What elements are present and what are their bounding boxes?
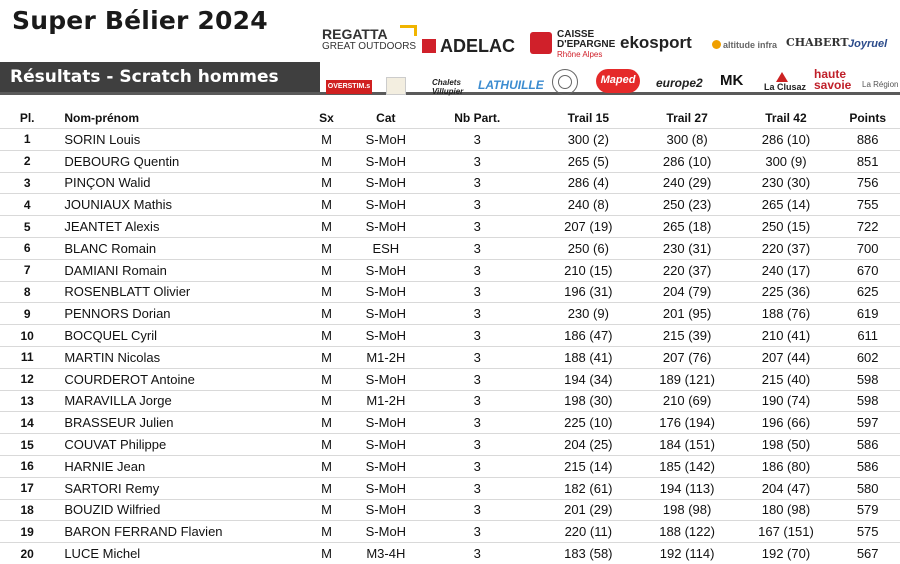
- cell-participations: 3: [416, 477, 539, 499]
- cell-trail15: 220 (11): [539, 521, 638, 543]
- page-title: Super Bélier 2024: [12, 6, 268, 35]
- table-row: [0, 477, 900, 499]
- results-banner: Résultats - Scratch hommes: [0, 62, 320, 92]
- table-row: [0, 390, 900, 412]
- partner-emblem-icon: [386, 77, 406, 95]
- cell-rank: 17: [0, 477, 54, 499]
- cell-sex: M: [297, 150, 356, 172]
- cell-name: PENNORS Dorian: [54, 303, 297, 325]
- cell-sex: M: [297, 216, 356, 238]
- cell-sex: M: [297, 543, 356, 564]
- cell-name: LUCE Michel: [54, 543, 297, 564]
- cell-trail42: 215 (40): [737, 368, 836, 390]
- cell-trail15: 240 (8): [539, 194, 638, 216]
- cell-trail15: 183 (58): [539, 543, 638, 564]
- cell-sex: M: [297, 129, 356, 151]
- cell-trail27: 184 (151): [638, 434, 737, 456]
- cell-trail15: 210 (15): [539, 259, 638, 281]
- cell-sex: M: [297, 346, 356, 368]
- cell-rank: 19: [0, 521, 54, 543]
- table-row: [0, 281, 900, 303]
- europe2-logo: europe2: [656, 76, 703, 90]
- cell-trail42: 265 (14): [737, 194, 836, 216]
- cell-trail42: 190 (74): [737, 390, 836, 412]
- cell-trail27: 265 (18): [638, 216, 737, 238]
- cell-trail42: 220 (37): [737, 237, 836, 259]
- cell-participations: 3: [416, 412, 539, 434]
- cell-participations: 3: [416, 194, 539, 216]
- cell-trail15: 265 (5): [539, 150, 638, 172]
- cell-participations: 3: [416, 237, 539, 259]
- cell-rank: 20: [0, 543, 54, 564]
- cell-trail42: 180 (98): [737, 499, 836, 521]
- la-clusaz-logo: La Clusaz: [764, 72, 806, 92]
- regatta-logo: REGATTA GREAT OUTDOORS: [322, 26, 417, 52]
- cell-participations: 3: [416, 303, 539, 325]
- cell-trail42: 186 (80): [737, 455, 836, 477]
- results-table: [0, 108, 900, 564]
- cell-trail15: 204 (25): [539, 434, 638, 456]
- cell-trail15: 300 (2): [539, 129, 638, 151]
- col-header-pl: Pl.: [19, 111, 35, 125]
- cell-rank: 10: [0, 325, 54, 347]
- ekosport-logo: ekosport: [620, 33, 692, 52]
- cell-category: S-MoH: [356, 521, 415, 543]
- cell-trail27: 207 (76): [638, 346, 737, 368]
- table-row: [0, 237, 900, 259]
- cell-sex: M: [297, 172, 356, 194]
- cell-name: BRASSEUR Julien: [54, 412, 297, 434]
- cell-points: 886: [835, 129, 900, 151]
- cell-name: HARNIE Jean: [54, 455, 297, 477]
- cell-sex: M: [297, 368, 356, 390]
- cell-points: 579: [835, 499, 900, 521]
- cell-trail15: 198 (30): [539, 390, 638, 412]
- cell-trail27: 300 (8): [638, 129, 737, 151]
- cell-category: M3-4H: [356, 543, 415, 564]
- table-row: [0, 150, 900, 172]
- cell-sex: M: [297, 259, 356, 281]
- cell-trail42: 196 (66): [737, 412, 836, 434]
- cell-points: 670: [835, 259, 900, 281]
- cell-participations: 3: [416, 455, 539, 477]
- cell-trail27: 185 (142): [638, 455, 737, 477]
- cell-trail15: 188 (41): [539, 346, 638, 368]
- cell-category: ESH: [356, 237, 415, 259]
- cell-points: 611: [835, 325, 900, 347]
- cell-participations: 3: [416, 390, 539, 412]
- cell-rank: 9: [0, 303, 54, 325]
- cell-trail27: 192 (114): [638, 543, 737, 564]
- cell-category: S-MoH: [356, 194, 415, 216]
- cell-category: S-MoH: [356, 259, 415, 281]
- cell-sex: M: [297, 303, 356, 325]
- cell-rank: 16: [0, 455, 54, 477]
- cell-trail15: 207 (19): [539, 216, 638, 238]
- cell-rank: 11: [0, 346, 54, 368]
- cell-points: 625: [835, 281, 900, 303]
- cell-rank: 14: [0, 412, 54, 434]
- cell-participations: 3: [416, 150, 539, 172]
- cell-name: COURDEROT Antoine: [54, 368, 297, 390]
- cell-trail15: 196 (31): [539, 281, 638, 303]
- cell-points: 567: [835, 543, 900, 564]
- table-row: [0, 499, 900, 521]
- overstim-logo: OVERSTIM.s: [326, 80, 372, 94]
- cell-trail27: 198 (98): [638, 499, 737, 521]
- cell-participations: 3: [416, 543, 539, 564]
- cell-participations: 3: [416, 368, 539, 390]
- cell-points: 598: [835, 368, 900, 390]
- cell-trail27: 204 (79): [638, 281, 737, 303]
- cell-points: 756: [835, 172, 900, 194]
- cell-trail27: 286 (10): [638, 150, 737, 172]
- cell-sex: M: [297, 521, 356, 543]
- col-header-sx: Sx: [319, 111, 334, 125]
- cell-trail42: 286 (10): [737, 129, 836, 151]
- cell-points: 597: [835, 412, 900, 434]
- cell-sex: M: [297, 194, 356, 216]
- col-header-nom: Nom-prénom: [64, 111, 139, 125]
- chabert-logo: CHABERT: [786, 36, 849, 49]
- caisse-epargne-logo: CAISSE D'EPARGNE Rhône Alpes: [530, 30, 615, 59]
- cell-trail42: 167 (151): [737, 521, 836, 543]
- cell-trail42: 207 (44): [737, 346, 836, 368]
- cell-trail42: 188 (76): [737, 303, 836, 325]
- haute-savoie-logo: haute savoie: [814, 67, 852, 92]
- cell-points: 575: [835, 521, 900, 543]
- cell-name: JOUNIAUX Mathis: [54, 194, 297, 216]
- cell-trail27: 194 (113): [638, 477, 737, 499]
- cell-category: S-MoH: [356, 325, 415, 347]
- cell-trail42: 210 (41): [737, 325, 836, 347]
- la-region-logo: La Région: [862, 80, 899, 89]
- cell-trail27: 176 (194): [638, 412, 737, 434]
- cell-name: SARTORI Remy: [54, 477, 297, 499]
- cell-sex: M: [297, 412, 356, 434]
- cell-name: DEBOURG Quentin: [54, 150, 297, 172]
- table-row: [0, 172, 900, 194]
- cell-trail42: 300 (9): [737, 150, 836, 172]
- cell-participations: 3: [416, 172, 539, 194]
- cell-sex: M: [297, 390, 356, 412]
- table-row: [0, 325, 900, 347]
- cell-trail15: 186 (47): [539, 325, 638, 347]
- cell-category: S-MoH: [356, 499, 415, 521]
- cell-rank: 5: [0, 216, 54, 238]
- cell-trail15: 182 (61): [539, 477, 638, 499]
- cell-trail42: 192 (70): [737, 543, 836, 564]
- cell-category: S-MoH: [356, 368, 415, 390]
- table-header-row: [0, 108, 900, 129]
- cell-trail27: 189 (121): [638, 368, 737, 390]
- cell-trail15: 194 (34): [539, 368, 638, 390]
- cell-participations: 3: [416, 346, 539, 368]
- cell-trail27: 215 (39): [638, 325, 737, 347]
- cell-rank: 3: [0, 172, 54, 194]
- cell-category: S-MoH: [356, 477, 415, 499]
- mk-logo: MK: [720, 72, 744, 89]
- round-emblem-icon: [552, 69, 578, 95]
- cell-name: JEANTET Alexis: [54, 216, 297, 238]
- cell-category: M1-2H: [356, 346, 415, 368]
- table-row: [0, 368, 900, 390]
- cell-rank: 7: [0, 259, 54, 281]
- cell-points: 851: [835, 150, 900, 172]
- cell-category: S-MoH: [356, 303, 415, 325]
- cell-sex: M: [297, 237, 356, 259]
- cell-trail27: 240 (29): [638, 172, 737, 194]
- cell-category: S-MoH: [356, 172, 415, 194]
- table-row: [0, 434, 900, 456]
- cell-rank: 8: [0, 281, 54, 303]
- cell-name: BLANC Romain: [54, 237, 297, 259]
- cell-trail15: 225 (10): [539, 412, 638, 434]
- cell-category: S-MoH: [356, 216, 415, 238]
- cell-rank: 4: [0, 194, 54, 216]
- table-row: [0, 216, 900, 238]
- lathuille-logo: LATHUILLE: [478, 78, 544, 92]
- cell-sex: M: [297, 325, 356, 347]
- cell-trail27: 250 (23): [638, 194, 737, 216]
- cell-rank: 1: [0, 129, 54, 151]
- cell-category: S-MoH: [356, 412, 415, 434]
- cell-trail27: 210 (69): [638, 390, 737, 412]
- cell-sex: M: [297, 499, 356, 521]
- cell-points: 586: [835, 455, 900, 477]
- col-header-trail27: Trail 27: [666, 111, 708, 125]
- cell-participations: 3: [416, 325, 539, 347]
- cell-category: S-MoH: [356, 150, 415, 172]
- cell-trail15: 230 (9): [539, 303, 638, 325]
- joyruel-logo: Joyruel: [848, 38, 888, 50]
- cell-points: 700: [835, 237, 900, 259]
- cell-name: SORIN Louis: [54, 129, 297, 151]
- cell-name: DAMIANI Romain: [54, 259, 297, 281]
- adelac-logo: ADELAC: [422, 36, 515, 57]
- table-row: [0, 346, 900, 368]
- cell-name: BOCQUEL Cyril: [54, 325, 297, 347]
- col-header-points: Points: [849, 111, 887, 125]
- cell-trail27: 230 (31): [638, 237, 737, 259]
- cell-participations: 3: [416, 216, 539, 238]
- cell-participations: 3: [416, 434, 539, 456]
- cell-name: BOUZID Wilfried: [54, 499, 297, 521]
- cell-name: BARON FERRAND Flavien: [54, 521, 297, 543]
- col-header-cat: Cat: [376, 111, 396, 125]
- cell-participations: 3: [416, 499, 539, 521]
- chalets-villupier-logo: Chalets Villupier: [432, 78, 464, 96]
- cell-rank: 12: [0, 368, 54, 390]
- cell-sex: M: [297, 477, 356, 499]
- cell-trail27: 188 (122): [638, 521, 737, 543]
- cell-participations: 3: [416, 521, 539, 543]
- table-row: [0, 521, 900, 543]
- table-row: [0, 412, 900, 434]
- cell-category: S-MoH: [356, 129, 415, 151]
- cell-participations: 3: [416, 259, 539, 281]
- cell-rank: 15: [0, 434, 54, 456]
- cell-trail42: 225 (36): [737, 281, 836, 303]
- cell-name: MARAVILLA Jorge: [54, 390, 297, 412]
- cell-sex: M: [297, 455, 356, 477]
- cell-trail15: 215 (14): [539, 455, 638, 477]
- cell-trail42: 240 (17): [737, 259, 836, 281]
- cell-points: 586: [835, 434, 900, 456]
- cell-rank: 6: [0, 237, 54, 259]
- table-row: [0, 194, 900, 216]
- cell-points: 580: [835, 477, 900, 499]
- cell-rank: 2: [0, 150, 54, 172]
- altitude-infra-logo: altitude infra: [712, 40, 777, 50]
- cell-rank: 13: [0, 390, 54, 412]
- cell-trail15: 250 (6): [539, 237, 638, 259]
- cell-participations: 3: [416, 129, 539, 151]
- cell-points: 602: [835, 346, 900, 368]
- cell-category: S-MoH: [356, 281, 415, 303]
- col-header-nb: Nb Part.: [454, 111, 501, 125]
- col-header-trail15: Trail 15: [567, 111, 609, 125]
- maped-logo: Maped: [596, 69, 640, 93]
- cell-trail27: 201 (95): [638, 303, 737, 325]
- cell-rank: 18: [0, 499, 54, 521]
- table-row: [0, 129, 900, 151]
- cell-trail42: 250 (15): [737, 216, 836, 238]
- cell-trail42: 198 (50): [737, 434, 836, 456]
- cell-name: COUVAT Philippe: [54, 434, 297, 456]
- cell-points: 755: [835, 194, 900, 216]
- cell-category: S-MoH: [356, 455, 415, 477]
- table-row: [0, 259, 900, 281]
- cell-category: S-MoH: [356, 434, 415, 456]
- cell-trail15: 286 (4): [539, 172, 638, 194]
- cell-points: 619: [835, 303, 900, 325]
- cell-category: M1-2H: [356, 390, 415, 412]
- cell-name: MARTIN Nicolas: [54, 346, 297, 368]
- cell-trail27: 220 (37): [638, 259, 737, 281]
- cell-name: ROSENBLATT Olivier: [54, 281, 297, 303]
- cell-sex: M: [297, 281, 356, 303]
- col-header-trail42: Trail 42: [765, 111, 807, 125]
- cell-trail42: 204 (47): [737, 477, 836, 499]
- table-row: [0, 455, 900, 477]
- cell-participations: 3: [416, 281, 539, 303]
- cell-points: 722: [835, 216, 900, 238]
- table-row: [0, 543, 900, 564]
- cell-name: PINÇON Walid: [54, 172, 297, 194]
- table-row: [0, 303, 900, 325]
- cell-trail15: 201 (29): [539, 499, 638, 521]
- cell-sex: M: [297, 434, 356, 456]
- cell-trail42: 230 (30): [737, 172, 836, 194]
- cell-points: 598: [835, 390, 900, 412]
